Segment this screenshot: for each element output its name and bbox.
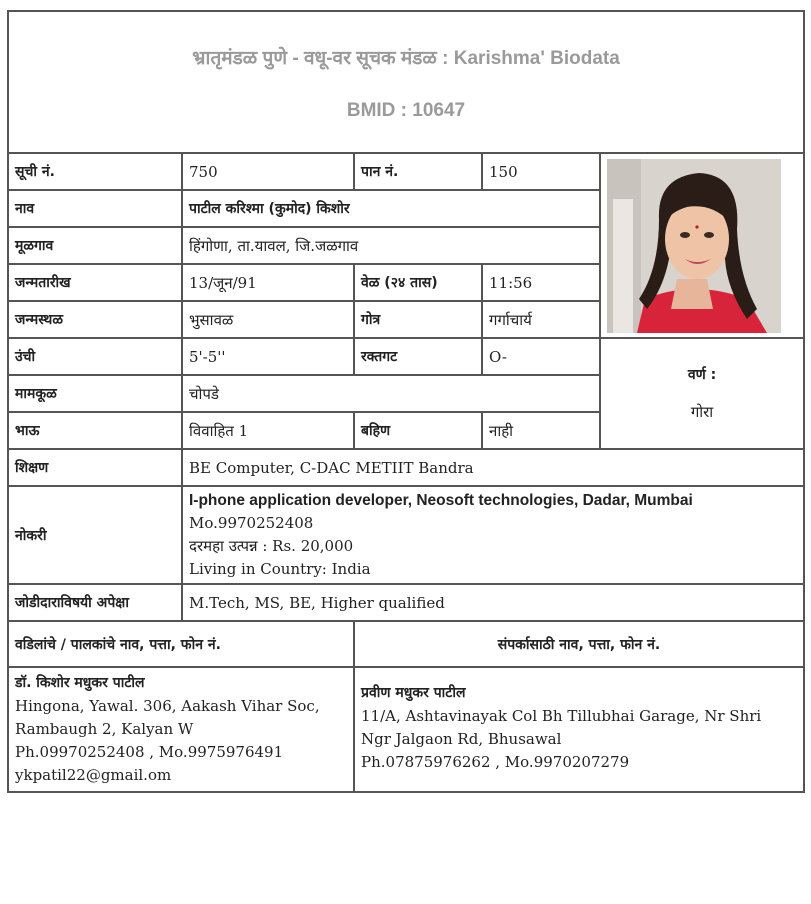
contact-name: प्रवीण मधुकर पाटील <box>361 685 466 701</box>
vel-label: वेळ (२४ तास) <box>354 264 482 301</box>
nokari-line-4: Living in Country: India <box>189 560 371 578</box>
vel-value: 11:56 <box>482 264 600 301</box>
shikshan-label: शिक्षण <box>8 449 182 486</box>
suchi-label: सूची नं. <box>8 153 182 190</box>
contact-cell <box>354 667 804 792</box>
bmid-label: BMID : 10647 <box>346 100 466 121</box>
janmasthal-value: भुसावळ <box>182 301 354 338</box>
raktagat-value: O- <box>482 338 600 375</box>
janmatarikh-value: 13/जून/91 <box>182 264 354 301</box>
biodata-sheet <box>7 10 803 793</box>
parent-address-line-1: Hingona, Yawal. 306, Aakash Vihar Soc, <box>15 697 320 715</box>
varna-value: गोरा <box>690 403 714 421</box>
parent-address-line-2: Rambaugh 2, Kalyan W <box>15 720 194 738</box>
suchi-value: 750 <box>182 153 354 190</box>
profile-photo <box>607 159 781 333</box>
mamkool-value: चोपडे <box>182 375 600 412</box>
naav-value: पाटील करिश्मा (कुमोद) किशोर <box>182 190 600 227</box>
nokari-line-2: Mo.9970252408 <box>189 514 314 532</box>
contact-phone: Ph.07875976262 , Mo.9970207279 <box>361 753 630 771</box>
contact-address-line-2: Ngr Jalgaon Rd, Bhusawal <box>361 730 562 748</box>
parent-phone: Ph.09970252408 , Mo.9975976491 <box>15 743 284 761</box>
bhau-label: भाऊ <box>8 412 182 449</box>
parent-cell <box>8 667 354 792</box>
bhau-value: विवाहित 1 <box>182 412 354 449</box>
photo-cell <box>600 153 804 338</box>
mamkool-label: मामकूळ <box>8 375 182 412</box>
nokari-cell <box>182 486 804 584</box>
moolgaav-value: हिंगोणा, ता.यावल, जि.जळगाव <box>182 227 600 264</box>
biodata-table <box>7 10 805 793</box>
janmasthal-label: जन्मस्थळ <box>8 301 182 338</box>
parent-name: डॉ. किशोर मधुकर पाटील <box>15 675 145 691</box>
unchi-label: उंची <box>8 338 182 375</box>
nokari-label: नोकरी <box>8 486 182 584</box>
varna-label: वर्ण : <box>687 367 717 383</box>
shikshan-value: BE Computer, C-DAC METIIT Bandra <box>182 449 804 486</box>
contact-address-line-1: 11/A, Ashtavinayak Col Bh Tillubhai Garage, Nr Shri <box>361 707 762 725</box>
page-title: भ्रातृमंडळ पुणे - वधू-वर सूचक मंडळ : Karishma' Biodata <box>192 48 620 69</box>
parent-header: वडिलांचे / पालकांचे नाव, पत्ता, फोन नं. <box>8 621 354 667</box>
janmatarikh-label: जन्मतारीख <box>8 264 182 301</box>
apeksha-value: M.Tech, MS, BE, Higher qualified <box>182 584 804 621</box>
gotra-label: गोत्र <box>354 301 482 338</box>
nokari-line-3: दरमहा उत्पन्न : Rs. 20,000 <box>189 537 354 555</box>
unchi-value: 5'-5'' <box>182 338 354 375</box>
varna-cell <box>600 338 804 449</box>
naav-label: नाव <box>8 190 182 227</box>
gotra-value: गर्गाचार्य <box>482 301 600 338</box>
apeksha-label: जोडीदाराविषयी अपेक्षा <box>8 584 182 621</box>
bahin-label: बहिण <box>354 412 482 449</box>
bahin-value: नाही <box>482 412 600 449</box>
moolgaav-label: मूळगाव <box>8 227 182 264</box>
contact-header: संपर्कासाठी नाव, पत्ता, फोन नं. <box>354 621 804 667</box>
parent-email: ykpatil22@gmail.om <box>15 766 172 784</box>
nokari-line-1: I-phone application developer, Neosoft technologies, Dadar, Mumbai <box>189 492 693 509</box>
raktagat-label: रक्तगट <box>354 338 482 375</box>
header-cell <box>8 11 804 153</box>
paan-value: 150 <box>482 153 600 190</box>
paan-label: पान नं. <box>354 153 482 190</box>
